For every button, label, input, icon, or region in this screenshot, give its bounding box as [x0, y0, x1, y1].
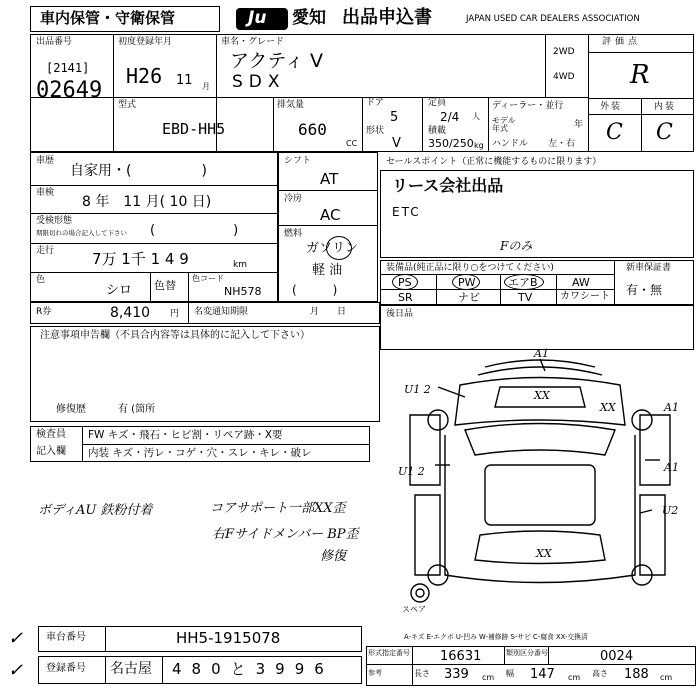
drive-2wd: 2WD [553, 47, 575, 57]
lot-label: 出品番号 [36, 37, 73, 47]
model-number-label: 形式指定番号 [368, 649, 410, 657]
spare-label: スペア [402, 605, 426, 614]
color-label: 色 [36, 275, 46, 285]
model-number-value: 16631 [440, 649, 482, 664]
fuel-gasoline: ガソリン [306, 241, 359, 256]
equipment-pw-circle [452, 274, 480, 290]
class-number-value: 0024 [600, 649, 634, 664]
remarks-label: 注意事項申告欄（不具合内容等は具体的に記入して下さい） [40, 330, 310, 341]
inspector-row-1: FW キズ・飛石・ヒビ割・リペア跡・X要 [88, 429, 283, 441]
diagram-mark-front: A1 [534, 347, 549, 360]
type-value: EBD-HH5 [162, 120, 226, 138]
shape-label: 形状 [366, 126, 385, 136]
recycle-value: 8,410 [110, 305, 151, 321]
ac-label: 冷房 [284, 194, 303, 204]
color-value: シロ [106, 283, 133, 298]
inspector-label-1: 検査員 [36, 429, 66, 440]
lot-sub-number: [2141] [46, 61, 90, 75]
capacity-unit: 人 [472, 112, 480, 121]
plate-number: 480と3996 [172, 660, 334, 678]
equipment-airbag-circle [504, 274, 544, 290]
inspector-label-2: 記入欄 [36, 446, 66, 457]
height-unit: cm [660, 673, 673, 682]
notice-label: 名変通知期限 [194, 307, 249, 317]
equipment-ps: PS [398, 276, 412, 289]
height-label: 高さ [592, 669, 608, 678]
shape-value: V [392, 136, 401, 151]
registration-month: 11 [176, 73, 193, 88]
later-fit-box [380, 305, 694, 350]
spec-ref-label: 参考 [368, 669, 382, 677]
equipment-label: 装備品(純正品に限り○をつけてください) [386, 263, 554, 273]
warranty-label: 新車保証書 [626, 263, 672, 273]
registration-label: 初度登録年月 [118, 37, 173, 47]
chassis-label: 車台番号 [46, 632, 86, 643]
inspector-row-2: 内装 キズ・汚レ・コゲ・穴・スレ・キレ・破レ [88, 447, 312, 459]
note-line-2: コアサポート一部XX歪 [210, 501, 346, 516]
length-unit: cm [482, 673, 495, 682]
inspection-label: 車検 [36, 188, 55, 198]
interior-label: 内装 [654, 102, 677, 112]
width-unit: cm [568, 673, 581, 682]
color-code-value: NH578 [224, 285, 262, 298]
exterior-label: 外装 [600, 102, 623, 112]
history-label: 車歴 [36, 156, 55, 166]
length-value: 339 [444, 667, 469, 682]
load-unit: kg [474, 141, 484, 150]
capacity-label: 定員 [428, 98, 447, 108]
interior-grade: C [656, 120, 673, 145]
receive-value: ( ) [150, 223, 239, 238]
note-line-3: 右Fサイドメンバー BP歪 [212, 527, 359, 542]
receive-label: 受検形態 [36, 216, 73, 226]
fuel-gasoline-circle [326, 236, 352, 260]
check-mark-2: ✓ [8, 660, 24, 681]
later-fit-label: 後日品 [386, 309, 414, 319]
diagram-mark-right-front-side: A1 [664, 401, 679, 414]
model-label: 車名・グレード [221, 37, 285, 47]
rating-label: 評価点 [602, 37, 642, 47]
equipment-aw: AW [572, 276, 590, 289]
type-label: 型式 [118, 100, 137, 110]
plate-area: 名古屋 [110, 661, 152, 677]
diagram-mark-left-side: U1 2 [398, 465, 425, 478]
length-label: 長さ [414, 669, 430, 678]
diagram-mark-hood: XX [534, 389, 550, 402]
model-grade: SDX [232, 72, 286, 92]
color-change-label: 色替 [154, 279, 176, 292]
mileage-label: 走行 [36, 246, 55, 256]
doors-label: ドア [366, 98, 384, 108]
model-year-label: モデル年式 [492, 116, 516, 133]
selling-points-etc: ETC [392, 205, 421, 219]
notice-value: 月 日 [310, 307, 347, 317]
equipment-leather-seat: カワシート [560, 291, 610, 302]
handle-options: 左・右 [548, 139, 576, 149]
rating-score: R [630, 60, 650, 90]
load-value: 350/250 [428, 137, 474, 150]
repair-label: 修復歴 [56, 404, 86, 415]
equipment-pw: PW [458, 276, 476, 289]
car-damage-diagram [390, 345, 690, 615]
width-label: 幅 [506, 669, 514, 678]
shift-value: AT [320, 170, 339, 188]
org-name: 愛知 [292, 8, 326, 28]
logo-mark: Ju [248, 8, 267, 28]
selling-points-main: リース会社出品 [392, 176, 504, 195]
fuel-label: 燃料 [284, 229, 303, 239]
mileage-value: 7万 1千 1 4 9 [92, 250, 189, 268]
note-line-4: 修復 [320, 549, 347, 564]
damage-legend: A-キズ E-エクボ U-凹み W-補修跡 S-サビ C-腐食 XX-交換済 [404, 633, 588, 641]
capacity-value: 2/4 [440, 110, 460, 124]
equipment-tv: TV [518, 291, 533, 304]
equipment-airbag: エアB [508, 276, 538, 289]
shift-label: シフト [284, 156, 312, 166]
width-value: 147 [530, 667, 555, 682]
equipment-sr: SR [398, 291, 413, 304]
dealer-label: ディーラー・並行 [492, 101, 564, 111]
ac-value: AC [320, 206, 341, 224]
mileage-unit: km [233, 260, 247, 270]
equipment-handwritten-note: Fのみ [500, 239, 533, 253]
association-name: JAPAN USED CAR DEALERS ASSOCIATION [466, 14, 640, 24]
recycle-label: R券 [36, 307, 52, 317]
lot-number: 02649 [36, 78, 103, 103]
recycle-yen: 円 [170, 309, 180, 319]
displacement-value: 660 [298, 120, 327, 139]
drive-4wd: 4WD [553, 72, 575, 82]
receive-note: 期限切れの場合記入して下さい [36, 229, 127, 237]
diagram-mark-left-front: U1 2 [404, 383, 431, 396]
diagram-mark-roof: XX [536, 547, 552, 560]
doors-value: 5 [390, 110, 399, 125]
model-name: アクティ V [230, 50, 323, 72]
equipment-navi: ナビ [458, 291, 480, 304]
year-unit: 年 [574, 120, 584, 130]
history-value: 自家用・( ) [70, 163, 207, 179]
class-number-label: 類別区分番号 [506, 649, 548, 657]
color-code-label: 色コード [192, 274, 224, 283]
displacement-label: 排気量 [277, 100, 305, 110]
repair-value: 有 (箇所 [118, 404, 156, 415]
fuel-diesel: 軽 油 [312, 263, 343, 278]
diagram-mark-right-rear: U2 [662, 504, 679, 517]
note-line-1: ボディAU 鉄粉付着 [38, 503, 153, 518]
handle-label: ハンドル [492, 139, 529, 149]
fuel-other: ( ) [292, 283, 338, 297]
storage-note: 車内保管・守衛保管 [40, 9, 176, 27]
form-title: 出品申込書 [342, 7, 432, 28]
load-label: 積載 [428, 126, 447, 136]
diagram-mark-right-side: A1 [664, 461, 679, 474]
height-value: 188 [624, 667, 649, 682]
registration-era-year: H26 [126, 64, 163, 88]
check-mark-1: ✓ [8, 628, 24, 649]
diagram-mark-right-front: XX [600, 401, 616, 414]
selling-points-label: セールスポイント（正常に機能するものに限ります） [386, 157, 602, 167]
displacement-unit: CC [346, 139, 358, 148]
registration-month-unit: 月 [202, 82, 210, 91]
plate-label: 登録番号 [46, 663, 86, 674]
exterior-grade: C [606, 120, 623, 145]
warranty-value: 有・無 [626, 283, 663, 297]
equipment-ps-circle [392, 274, 418, 290]
inspection-value: 8 年 11 月( 10 日) [82, 194, 212, 210]
chassis-value: HH5-1915078 [176, 629, 281, 647]
